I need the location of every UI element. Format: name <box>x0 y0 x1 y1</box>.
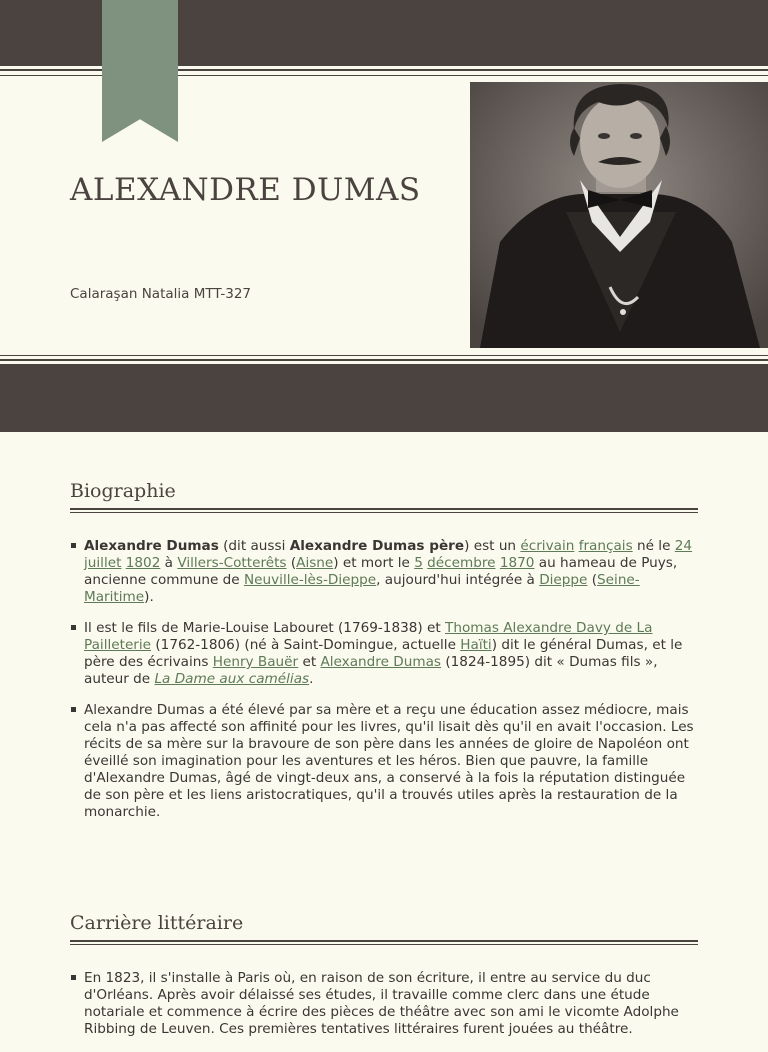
section-divider-carriere <box>70 940 698 945</box>
carriere-bullet-list <box>70 970 702 1052</box>
text-run: ) est un <box>464 538 521 554</box>
wiki-link[interactable]: Villers-Cotterêts <box>177 555 287 571</box>
text-run: au hameau de Puys, ancienne commune de <box>84 555 678 588</box>
text-run: ). <box>144 589 154 605</box>
slide-title: ALEXANDRE DUMAS <box>70 172 421 208</box>
text-run: (1824-1895) dit « Dumas fils », auteur de <box>84 654 658 687</box>
section-heading-carriere: Carrière littéraire <box>70 912 244 934</box>
section-divider-biographie <box>70 508 698 513</box>
wiki-link[interactable]: Neuville-lès-Dieppe <box>243 572 377 588</box>
wiki-link[interactable]: écrivain <box>520 538 575 554</box>
text-run: Il est le fils de Marie-Louise Labouret (1769-1838) et <box>84 620 446 636</box>
wiki-link[interactable]: Alexandre Dumas <box>320 654 442 670</box>
text-run: ) et mort le <box>333 555 415 571</box>
biographie-bullet-list <box>70 538 702 835</box>
wiki-link[interactable]: 1870 <box>499 555 535 571</box>
text-run: ( <box>587 572 598 588</box>
wiki-link[interactable]: Dieppe <box>539 572 588 588</box>
bottom-rule-thick <box>0 359 768 361</box>
bullet-item <box>70 538 702 606</box>
wiki-link[interactable]: Haïti <box>460 637 492 653</box>
portrait-illustration <box>470 82 768 348</box>
bullet-item <box>70 970 702 1038</box>
bullet-item <box>70 702 702 821</box>
text-run: , aujourd'hui intégrée à <box>376 572 540 588</box>
text-run: Alexandre Dumas a été élevé par sa mère et a reçu une éducation assez médiocre, mais cela n'a pas affecté son affinité pour les livres, qu'il lisait dès qu'il en avait l'occasion. Les récits de sa mère sur la bravoure de son père dans les années de gloire de Napoléon ont éveillé son imagination pour les aventures et les héros. Bien que pauvre, la famille d'Alexandre Dumas, âgé de vingt-deux ans, a conservé à la fois la réputation distinguée de son père et les liens aristocratiques, qu'il a trouvés utiles après la restauration de la monarchie. <box>84 702 694 820</box>
wiki-link[interactable]: 1802 <box>125 555 161 571</box>
text-run: né le <box>632 538 675 554</box>
text-run: ( <box>286 555 297 571</box>
portrait-photo <box>470 82 768 348</box>
text-run: et <box>298 654 321 670</box>
bold-text: Alexandre Dumas père <box>289 538 465 554</box>
bookmark-ribbon <box>102 0 178 142</box>
text-run: . <box>309 671 314 687</box>
text-run: (dit aussi <box>218 538 290 554</box>
wiki-link[interactable]: Aisne <box>296 555 334 571</box>
wiki-link[interactable]: décembre <box>427 555 496 571</box>
bottom-header-band <box>0 364 768 432</box>
wiki-link[interactable]: 5 <box>414 555 423 571</box>
bullet-item <box>70 620 702 688</box>
wiki-link[interactable]: français <box>578 538 633 554</box>
wiki-link[interactable]: Henry Bauër <box>212 654 299 670</box>
text-run: ) dit le général Dumas, et le père des écrivains <box>84 637 683 670</box>
bold-text: Alexandre Dumas <box>84 538 219 554</box>
section-heading-biographie: Biographie <box>70 480 176 502</box>
text-run: (1762-1806) (né à Saint-Domingue, actuelle <box>151 637 461 653</box>
wiki-link[interactable]: La Dame aux camélias <box>154 671 310 687</box>
slide-author: Calaraşan Natalia MTT-327 <box>70 286 252 302</box>
wiki-link[interactable]: Seine-Maritime <box>84 572 640 605</box>
text-run: à <box>160 555 178 571</box>
text-run: En 1823, il s'installe à Paris où, en raison de son écriture, il entre au service du duc d'Orléans. Après avoir délaissé ses études, il travaille comme clerc dans une étude notariale et commence à écrire des pièces de théâtre avec son ami le vicomte Adolphe Ribbing de Leuven. Ces premières tentatives littéraires furent jouées au théâtre. <box>84 970 679 1037</box>
bottom-rule-thin <box>0 355 768 356</box>
wiki-link[interactable]: Thomas Alexandre Davy de La Pailleterie <box>84 620 653 653</box>
wiki-link[interactable]: 24 juillet <box>84 538 693 571</box>
